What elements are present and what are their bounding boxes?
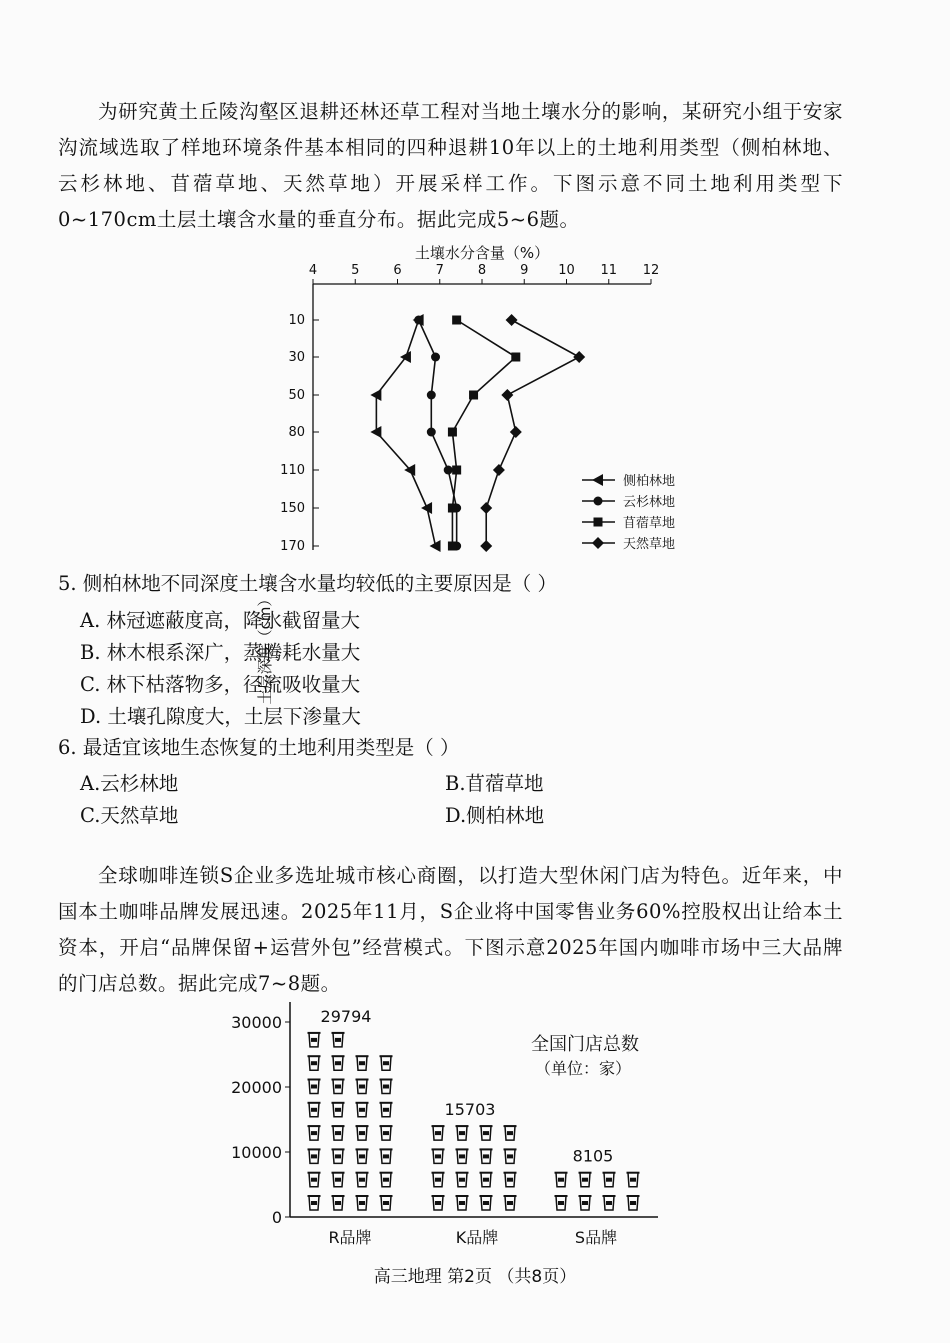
chart1-title: 土壤水分含量（%） xyxy=(414,244,550,262)
q6-option-d: D.侧柏林地 xyxy=(445,804,545,827)
coffee-cup-sleeve xyxy=(383,1131,389,1135)
coffee-cup-sleeve xyxy=(335,1131,341,1135)
coffee-cup-icon xyxy=(504,1173,517,1187)
chart1-data-point xyxy=(480,502,492,514)
coffee-cup-sleeve xyxy=(582,1178,588,1182)
chart1-x-tick-label: 10 xyxy=(558,263,575,278)
coffee-cup-sleeve xyxy=(435,1154,441,1158)
q5-option-a: A. 林冠遮蔽度高，降水截留量大 xyxy=(80,609,360,632)
coffee-cup-icon xyxy=(603,1173,616,1187)
coffee-cup-sleeve xyxy=(507,1201,513,1205)
chart1-data-point xyxy=(421,502,432,514)
coffee-cup-sleeve xyxy=(383,1154,389,1158)
chart1-legend-label: 侧柏林地 xyxy=(623,474,676,489)
coffee-cup-icon xyxy=(356,1126,369,1140)
chart1-data-point xyxy=(452,316,461,325)
coffee-cup-sleeve xyxy=(335,1154,341,1158)
coffee-cup-icon xyxy=(504,1149,517,1163)
coffee-cup-sleeve xyxy=(630,1178,636,1182)
chart2-y-tick-label: 30000 xyxy=(231,1013,282,1032)
q6-option-c: C.天然草地 xyxy=(80,804,179,827)
coffee-cup-sleeve xyxy=(483,1178,489,1182)
coffee-cup-icon xyxy=(356,1149,369,1163)
coffee-cup-icon xyxy=(432,1149,445,1163)
coffee-cup-icon xyxy=(456,1126,469,1140)
coffee-cup-icon xyxy=(380,1080,393,1094)
chart1-data-point xyxy=(414,316,423,325)
coffee-cup-icon xyxy=(504,1196,517,1210)
coffee-cup-icon xyxy=(356,1173,369,1187)
q5-option-b: B. 林木根系深广，蒸腾耗水量大 xyxy=(80,641,361,664)
coffee-cup-icon xyxy=(380,1103,393,1117)
coffee-cup-icon xyxy=(555,1196,568,1210)
chart1-y-tick-label: 10 xyxy=(288,313,305,328)
coffee-cup-icon xyxy=(456,1196,469,1210)
coffee-cup-icon xyxy=(308,1149,321,1163)
coffee-cup-sleeve xyxy=(483,1154,489,1158)
coffee-cup-icon xyxy=(308,1196,321,1210)
coffee-cup-sleeve xyxy=(383,1061,389,1065)
chart1-legend-label: 云杉林地 xyxy=(623,495,676,510)
chart1-data-point xyxy=(592,537,604,549)
coffee-cup-sleeve xyxy=(435,1131,441,1135)
coffee-cup-icon xyxy=(332,1149,345,1163)
chart1-data-point xyxy=(506,314,518,326)
chart1-data-point xyxy=(501,389,513,401)
coffee-cup-icon xyxy=(480,1173,493,1187)
coffee-cup-sleeve xyxy=(335,1061,341,1065)
coffee-cup-sleeve xyxy=(483,1131,489,1135)
coffee-cup-icon xyxy=(480,1196,493,1210)
chart1-x-tick-label: 12 xyxy=(642,263,660,278)
coffee-cup-icon xyxy=(627,1173,640,1187)
chart1-y-tick-label: 110 xyxy=(280,463,305,478)
coffee-cup-sleeve xyxy=(335,1201,341,1205)
chart1-data-point xyxy=(431,353,440,362)
coffee-cup-sleeve xyxy=(459,1201,465,1205)
chart1-legend-label: 苜蓿草地 xyxy=(623,516,676,531)
coffee-cup-icon xyxy=(456,1149,469,1163)
coffee-cup-icon xyxy=(380,1173,393,1187)
chart2-value-label: 29794 xyxy=(320,1006,372,1026)
coffee-cup-icon xyxy=(332,1080,345,1094)
chart1-data-point xyxy=(427,428,436,437)
chart1-data-point xyxy=(444,466,453,475)
chart1-data-point xyxy=(427,391,436,400)
chart1-y-tick-label: 50 xyxy=(288,388,305,403)
coffee-cup-icon xyxy=(603,1196,616,1210)
coffee-cup-sleeve xyxy=(311,1085,317,1089)
chart1-y-tick-label: 80 xyxy=(288,425,305,440)
chart1-series-line-2 xyxy=(452,320,515,546)
chart1-x-tick-label: 9 xyxy=(520,263,529,278)
coffee-cup-sleeve xyxy=(359,1061,365,1065)
coffee-cup-icon xyxy=(456,1173,469,1187)
coffee-cup-icon xyxy=(308,1056,321,1070)
chart1-x-tick-label: 7 xyxy=(435,263,444,278)
chart2-title: 全国门店总数 xyxy=(531,1034,639,1055)
coffee-cup-icon xyxy=(380,1056,393,1070)
coffee-cup-icon xyxy=(332,1103,345,1117)
coffee-cup-icon xyxy=(308,1126,321,1140)
chart1-data-point xyxy=(594,518,603,527)
coffee-cup-sleeve xyxy=(311,1108,317,1112)
coffee-cup-sleeve xyxy=(359,1201,365,1205)
chart1-data-point xyxy=(511,353,520,362)
coffee-cup-sleeve xyxy=(383,1178,389,1182)
coffee-cup-sleeve xyxy=(383,1201,389,1205)
chart1-x-tick-label: 11 xyxy=(600,263,618,278)
q5-option-c: C. 林下枯落物多，径流吸收量大 xyxy=(80,673,361,696)
coffee-cup-sleeve xyxy=(311,1061,317,1065)
coffee-cup-icon xyxy=(627,1196,640,1210)
chart1-data-point xyxy=(493,464,505,476)
coffee-cup-icon xyxy=(579,1196,592,1210)
chart1-x-tick-label: 8 xyxy=(477,263,487,278)
coffee-cup-icon xyxy=(480,1149,493,1163)
intro-paragraph-1: 为研究黄土丘陵沟壑区退耕还林还草工程对当地土壤水分的影响，某研究小组于安家沟流域选取了样地环境条件基本相同的四种退耕10年以上的土地利用类型（侧柏林地、云杉林地、苜蓿草地、天然草地）开展采样工作。下图示意不同土地利用类型下0~170cm土层土壤含水量的垂直分布。据此完成5~6题。 xyxy=(58,100,843,231)
coffee-cup-icon xyxy=(432,1173,445,1187)
coffee-cup-sleeve xyxy=(359,1108,365,1112)
chart1-x-tick-label: 4 xyxy=(308,263,318,278)
coffee-store-count-chart xyxy=(0,1000,950,1250)
coffee-cup-sleeve xyxy=(311,1131,317,1135)
chart2-value-label: 8105 xyxy=(572,1146,614,1166)
coffee-cup-sleeve xyxy=(359,1085,365,1089)
coffee-cup-sleeve xyxy=(335,1038,341,1042)
chart1-data-point xyxy=(480,540,492,552)
coffee-cup-sleeve xyxy=(383,1085,389,1089)
coffee-cup-icon xyxy=(356,1196,369,1210)
coffee-cup-sleeve xyxy=(311,1178,317,1182)
coffee-cup-sleeve xyxy=(459,1131,465,1135)
chart1-data-point xyxy=(448,428,457,437)
coffee-cup-icon xyxy=(432,1126,445,1140)
chart1-data-point xyxy=(510,426,522,438)
coffee-cup-icon xyxy=(480,1126,493,1140)
coffee-cup-icon xyxy=(308,1080,321,1094)
chart2-unit-label: （单位：家） xyxy=(534,1059,632,1078)
chart1-y-tick-label: 150 xyxy=(280,501,305,516)
chart1-data-point xyxy=(469,391,478,400)
page-footer: 高三地理 第2页 （共8页） xyxy=(373,1267,577,1287)
chart2-category-label: K品牌 xyxy=(455,1228,499,1247)
question-6-stem: 6. 最适宜该地生态恢复的土地利用类型是（ ） xyxy=(58,736,460,759)
chart1-y-tick-label: 170 xyxy=(280,539,305,554)
coffee-cup-sleeve xyxy=(558,1178,564,1182)
coffee-cup-sleeve xyxy=(311,1154,317,1158)
chart1-data-point xyxy=(573,351,585,363)
coffee-cup-sleeve xyxy=(459,1154,465,1158)
chart2-y-tick-label: 20000 xyxy=(231,1078,282,1097)
q5-option-d: D. 土壤孔隙度大，土层下渗量大 xyxy=(80,705,361,728)
coffee-cup-sleeve xyxy=(582,1201,588,1205)
q6-option-b: B.苜蓿草地 xyxy=(445,772,544,795)
chart1-data-point xyxy=(448,542,457,551)
coffee-cup-sleeve xyxy=(558,1201,564,1205)
coffee-cup-sleeve xyxy=(435,1201,441,1205)
coffee-cup-icon xyxy=(579,1173,592,1187)
chart1-data-point xyxy=(448,504,457,513)
chart1-series-line-3 xyxy=(486,320,579,546)
coffee-cup-icon xyxy=(332,1173,345,1187)
chart1-legend-label: 天然草地 xyxy=(623,537,676,552)
coffee-cup-icon xyxy=(356,1080,369,1094)
chart1-data-point xyxy=(594,497,603,506)
coffee-cup-sleeve xyxy=(459,1178,465,1182)
coffee-cup-sleeve xyxy=(335,1178,341,1182)
coffee-cup-icon xyxy=(380,1126,393,1140)
coffee-cup-icon xyxy=(332,1196,345,1210)
chart1-data-point xyxy=(452,466,461,475)
coffee-cup-sleeve xyxy=(507,1178,513,1182)
coffee-cup-icon xyxy=(380,1196,393,1210)
coffee-cup-sleeve xyxy=(359,1131,365,1135)
chart2-category-label: S品牌 xyxy=(574,1228,618,1247)
q6-option-a: A.云杉林地 xyxy=(80,772,179,795)
coffee-cup-icon xyxy=(308,1033,321,1047)
coffee-cup-icon xyxy=(504,1126,517,1140)
chart1-data-point xyxy=(592,474,603,486)
coffee-cup-sleeve xyxy=(335,1085,341,1089)
question-5-stem: 5. 侧柏林地不同深度土壤含水量均较低的主要原因是（ ） xyxy=(58,572,558,595)
coffee-cup-sleeve xyxy=(606,1201,612,1205)
coffee-cup-sleeve xyxy=(483,1201,489,1205)
coffee-cup-icon xyxy=(332,1126,345,1140)
coffee-cup-icon xyxy=(332,1033,345,1047)
coffee-cup-icon xyxy=(308,1173,321,1187)
coffee-cup-sleeve xyxy=(507,1154,513,1158)
chart2-y-tick-label: 10000 xyxy=(231,1143,282,1162)
chart1-y-tick-label: 30 xyxy=(288,350,305,365)
coffee-cup-sleeve xyxy=(359,1154,365,1158)
chart1-x-tick-label: 5 xyxy=(351,263,360,278)
chart1-x-tick-label: 6 xyxy=(393,263,402,278)
coffee-cup-icon xyxy=(380,1149,393,1163)
coffee-cup-sleeve xyxy=(311,1038,317,1042)
coffee-cup-icon xyxy=(555,1173,568,1187)
chart2-y-tick-label: 0 xyxy=(271,1208,282,1227)
coffee-cup-sleeve xyxy=(335,1108,341,1112)
chart1-y-axis-label: 土层深度（cm） xyxy=(256,591,274,705)
coffee-cup-icon xyxy=(356,1056,369,1070)
chart2-category-label: R品牌 xyxy=(328,1228,372,1247)
coffee-cup-icon xyxy=(432,1196,445,1210)
coffee-cup-icon xyxy=(356,1103,369,1117)
coffee-cup-sleeve xyxy=(359,1178,365,1182)
coffee-cup-sleeve xyxy=(630,1201,636,1205)
coffee-cup-sleeve xyxy=(311,1201,317,1205)
intro-paragraph-2: 全球咖啡连锁S企业多选址城市核心商圈，以打造大型休闲门店为特色。近年来，中国本土咖啡品牌发展迅速。2025年11月，S企业将中国零售业务60%控股权出让给本土资本，开启“品牌保留+运营外包”经营模式。下图示意2025年国内咖啡市场中三大品牌的门店总数。据此完成7~8题。 xyxy=(58,864,843,995)
coffee-cup-sleeve xyxy=(507,1131,513,1135)
coffee-cup-icon xyxy=(308,1103,321,1117)
chart2-value-label: 15703 xyxy=(444,1100,496,1120)
coffee-cup-sleeve xyxy=(383,1108,389,1112)
chart1-data-point xyxy=(400,351,411,363)
coffee-cup-sleeve xyxy=(606,1178,612,1182)
coffee-cup-icon xyxy=(332,1056,345,1070)
coffee-cup-sleeve xyxy=(435,1178,441,1182)
